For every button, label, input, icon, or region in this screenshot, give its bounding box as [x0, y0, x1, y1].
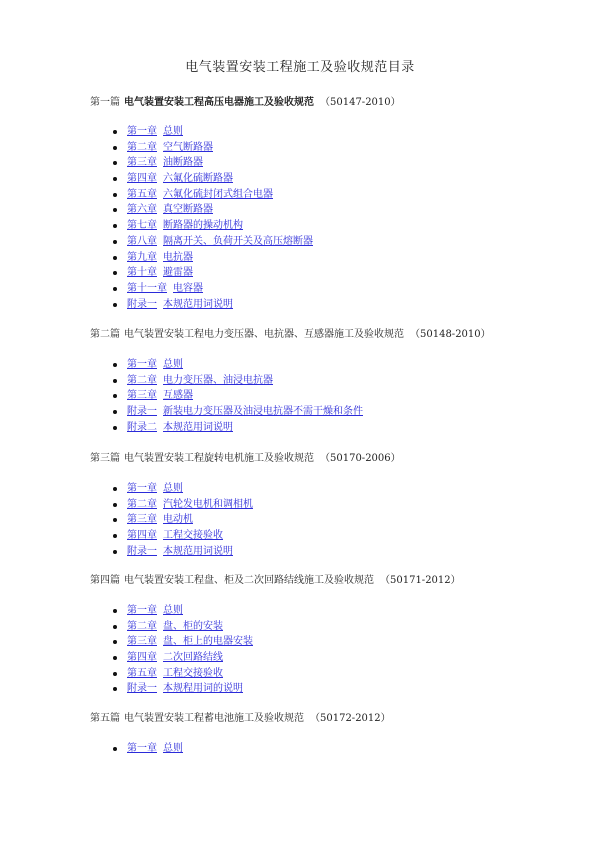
section-heading — [90, 328, 491, 342]
chapter-title: 工程交接验收 — [163, 667, 223, 679]
section-name: 电气装置安装工程高压电器施工及验收规范 — [124, 97, 314, 108]
chapter-item — [127, 619, 253, 635]
chapter-title: 盘、柜的安装 — [163, 620, 223, 632]
chapter-number: 第八章 — [127, 235, 157, 247]
chapter-link[interactable] — [127, 483, 183, 494]
chapter-title: 隔离开关、负荷开关及高压熔断器 — [163, 235, 313, 247]
chapter-title: 本规范用词说明 — [163, 298, 233, 310]
chapter-item — [127, 634, 253, 650]
chapter-number: 第三章 — [127, 636, 157, 648]
chapter-title: 六氟化硫断路器 — [163, 173, 233, 185]
chapter-link[interactable] — [127, 514, 193, 525]
chapter-item — [127, 187, 313, 203]
section-volume: 第五篇 — [90, 713, 120, 724]
section-name: 电气装置安装工程蓄电池施工及验收规范 — [124, 713, 304, 724]
chapter-number: 第四章 — [127, 652, 157, 664]
chapter-link[interactable] — [127, 499, 253, 510]
chapter-item — [127, 124, 313, 140]
chapter-item — [127, 281, 313, 297]
chapter-item — [127, 155, 313, 171]
section-heading — [90, 96, 401, 110]
section-name: 电气装置安装工程盘、柜及二次回路结线施工及验收规范 — [124, 575, 374, 586]
chapter-title: 总则 — [163, 743, 183, 754]
chapter-link[interactable] — [127, 546, 233, 557]
chapter-link[interactable] — [127, 668, 223, 679]
chapter-title: 真空断路器 — [163, 204, 213, 216]
chapter-title: 电抗器 — [163, 251, 193, 263]
chapter-link[interactable] — [127, 299, 233, 310]
chapter-number: 第九章 — [127, 251, 157, 263]
chapter-item — [127, 528, 253, 544]
chapter-list — [127, 603, 253, 697]
bullet-icon — [113, 518, 117, 522]
section-heading — [90, 574, 461, 588]
chapter-number: 第二章 — [127, 620, 157, 632]
chapter-title: 本规范用词说明 — [163, 421, 233, 433]
chapter-link[interactable] — [127, 126, 183, 137]
chapter-number: 第五章 — [127, 667, 157, 679]
chapter-link[interactable] — [127, 621, 223, 632]
chapter-number: 第三章 — [127, 157, 157, 169]
chapter-item — [127, 373, 363, 389]
chapter-item — [127, 681, 253, 697]
chapter-link[interactable] — [127, 189, 273, 200]
chapter-item — [127, 218, 313, 234]
chapter-number: 第一章 — [127, 605, 157, 616]
chapter-link[interactable] — [127, 652, 223, 663]
chapter-title: 本规范用词说明 — [163, 545, 233, 557]
chapter-item — [127, 603, 253, 619]
chapter-title: 总则 — [163, 359, 183, 370]
chapter-link[interactable] — [127, 220, 243, 231]
bullet-icon — [113, 271, 117, 275]
chapter-list — [127, 124, 313, 312]
bullet-icon — [113, 550, 117, 554]
bullet-icon — [113, 410, 117, 414]
chapter-number: 第一章 — [127, 483, 157, 494]
bullet-icon — [113, 487, 117, 491]
chapter-list — [127, 481, 253, 559]
chapter-link[interactable] — [127, 267, 193, 278]
bullet-icon — [113, 672, 117, 676]
chapter-title: 本规程用词的说明 — [163, 683, 243, 695]
chapter-number: 第二章 — [127, 498, 157, 510]
chapter-item — [127, 404, 363, 420]
chapter-title: 电容器 — [173, 282, 203, 294]
chapter-link[interactable] — [127, 530, 223, 541]
section-volume: 第三篇 — [90, 453, 120, 464]
bullet-icon — [113, 177, 117, 181]
chapter-item — [127, 512, 253, 528]
chapter-link[interactable] — [127, 142, 213, 153]
chapter-title: 六氟化硫封闭式组合电器 — [163, 188, 273, 200]
chapter-link[interactable] — [127, 283, 203, 294]
bullet-icon — [113, 130, 117, 134]
bullet-icon — [113, 240, 117, 244]
bullet-icon — [113, 193, 117, 197]
chapter-title: 新装电力变压器及油浸电抗器不需干燥和条件 — [163, 406, 363, 418]
chapter-link[interactable] — [127, 683, 243, 694]
bullet-icon — [113, 394, 117, 398]
bullet-icon — [113, 656, 117, 660]
bullet-icon — [113, 379, 117, 383]
bullet-icon — [113, 640, 117, 644]
chapter-item — [127, 265, 313, 281]
chapter-item — [127, 171, 313, 187]
chapter-number: 第五章 — [127, 188, 157, 200]
section-code: （50147-2010） — [320, 97, 401, 108]
bullet-icon — [113, 625, 117, 629]
chapter-link[interactable] — [127, 406, 363, 417]
bullet-icon — [113, 256, 117, 260]
chapter-number: 附录二 — [127, 421, 157, 433]
chapter-number: 第十章 — [127, 267, 157, 279]
chapter-link[interactable] — [127, 422, 233, 433]
chapter-item — [127, 650, 253, 666]
chapter-item — [127, 388, 363, 404]
chapter-title: 避雷器 — [163, 267, 193, 279]
chapter-item — [127, 297, 313, 313]
chapter-link[interactable] — [127, 204, 213, 215]
chapter-number: 第六章 — [127, 204, 157, 216]
section-name: 电气装置安装工程旋转电机施工及验收规范 — [124, 453, 314, 464]
chapter-title: 工程交接验收 — [163, 530, 223, 542]
bullet-icon — [113, 747, 117, 751]
bullet-icon — [113, 224, 117, 228]
chapter-number: 第四章 — [127, 173, 157, 185]
chapter-title: 电力变压器、油浸电抗器 — [163, 374, 273, 386]
chapter-item — [127, 202, 313, 218]
bullet-icon — [113, 426, 117, 430]
bullet-icon — [113, 534, 117, 538]
chapter-title: 互感器 — [163, 390, 193, 402]
chapter-number: 第一章 — [127, 126, 157, 137]
section-code: （50170-2006） — [320, 453, 401, 464]
chapter-link[interactable] — [127, 743, 183, 754]
chapter-item — [127, 250, 313, 266]
chapter-title: 油断路器 — [163, 157, 203, 169]
chapter-number: 附录一 — [127, 545, 157, 557]
section-volume: 第一篇 — [90, 97, 120, 108]
section-code: （50148-2010） — [410, 329, 491, 340]
bullet-icon — [113, 161, 117, 165]
bullet-icon — [113, 503, 117, 507]
document-title: 电气装置安装工程施工及验收规范目录 — [185, 60, 415, 75]
chapter-item — [127, 497, 253, 513]
bullet-icon — [113, 687, 117, 691]
chapter-number: 第一章 — [127, 359, 157, 370]
chapter-title: 总则 — [163, 483, 183, 494]
chapter-link[interactable] — [127, 173, 233, 184]
chapter-link[interactable] — [127, 236, 313, 247]
chapter-number: 附录一 — [127, 406, 157, 418]
chapter-number: 第二章 — [127, 374, 157, 386]
section-code: （50172-2012） — [310, 713, 391, 724]
bullet-icon — [113, 609, 117, 613]
chapter-item — [127, 420, 363, 436]
section-heading — [90, 712, 391, 726]
chapter-list — [127, 357, 363, 435]
section-heading — [90, 452, 401, 466]
chapter-number: 附录一 — [127, 683, 157, 695]
chapter-title: 总则 — [163, 605, 183, 616]
section-volume: 第四篇 — [90, 575, 120, 586]
chapter-link[interactable] — [127, 375, 273, 386]
chapter-link[interactable] — [127, 605, 183, 616]
chapter-item — [127, 741, 183, 757]
chapter-list — [127, 741, 183, 757]
chapter-link[interactable] — [127, 390, 193, 401]
bullet-icon — [113, 146, 117, 150]
chapter-number: 第十一章 — [127, 282, 167, 294]
chapter-number: 附录一 — [127, 298, 157, 310]
chapter-item — [127, 544, 253, 560]
chapter-title: 盘、柜上的电器安装 — [163, 636, 253, 648]
chapter-item — [127, 234, 313, 250]
chapter-title: 二次回路结线 — [163, 652, 223, 664]
chapter-number: 第四章 — [127, 530, 157, 542]
chapter-number: 第三章 — [127, 514, 157, 526]
chapter-link[interactable] — [127, 636, 253, 647]
chapter-number: 第一章 — [127, 743, 157, 754]
chapter-link[interactable] — [127, 157, 203, 168]
chapter-number: 第七章 — [127, 220, 157, 232]
bullet-icon — [113, 287, 117, 291]
chapter-title: 汽轮发电机和调相机 — [163, 498, 253, 510]
chapter-title: 断路器的操动机构 — [163, 220, 243, 232]
section-volume: 第二篇 — [90, 329, 120, 340]
chapter-title: 空气断路器 — [163, 141, 213, 153]
section-name: 电气装置安装工程电力变压器、电抗器、互感器施工及验收规范 — [124, 329, 404, 340]
bullet-icon — [113, 363, 117, 367]
chapter-title: 电动机 — [163, 514, 193, 526]
section-code: （50171-2012） — [380, 575, 461, 586]
chapter-title: 总则 — [163, 126, 183, 137]
chapter-item — [127, 666, 253, 682]
chapter-item — [127, 481, 253, 497]
chapter-item — [127, 140, 313, 156]
bullet-icon — [113, 208, 117, 212]
chapter-number: 第三章 — [127, 390, 157, 402]
chapter-link[interactable] — [127, 359, 183, 370]
bullet-icon — [113, 303, 117, 307]
chapter-item — [127, 357, 363, 373]
chapter-number: 第二章 — [127, 141, 157, 153]
chapter-link[interactable] — [127, 252, 193, 263]
